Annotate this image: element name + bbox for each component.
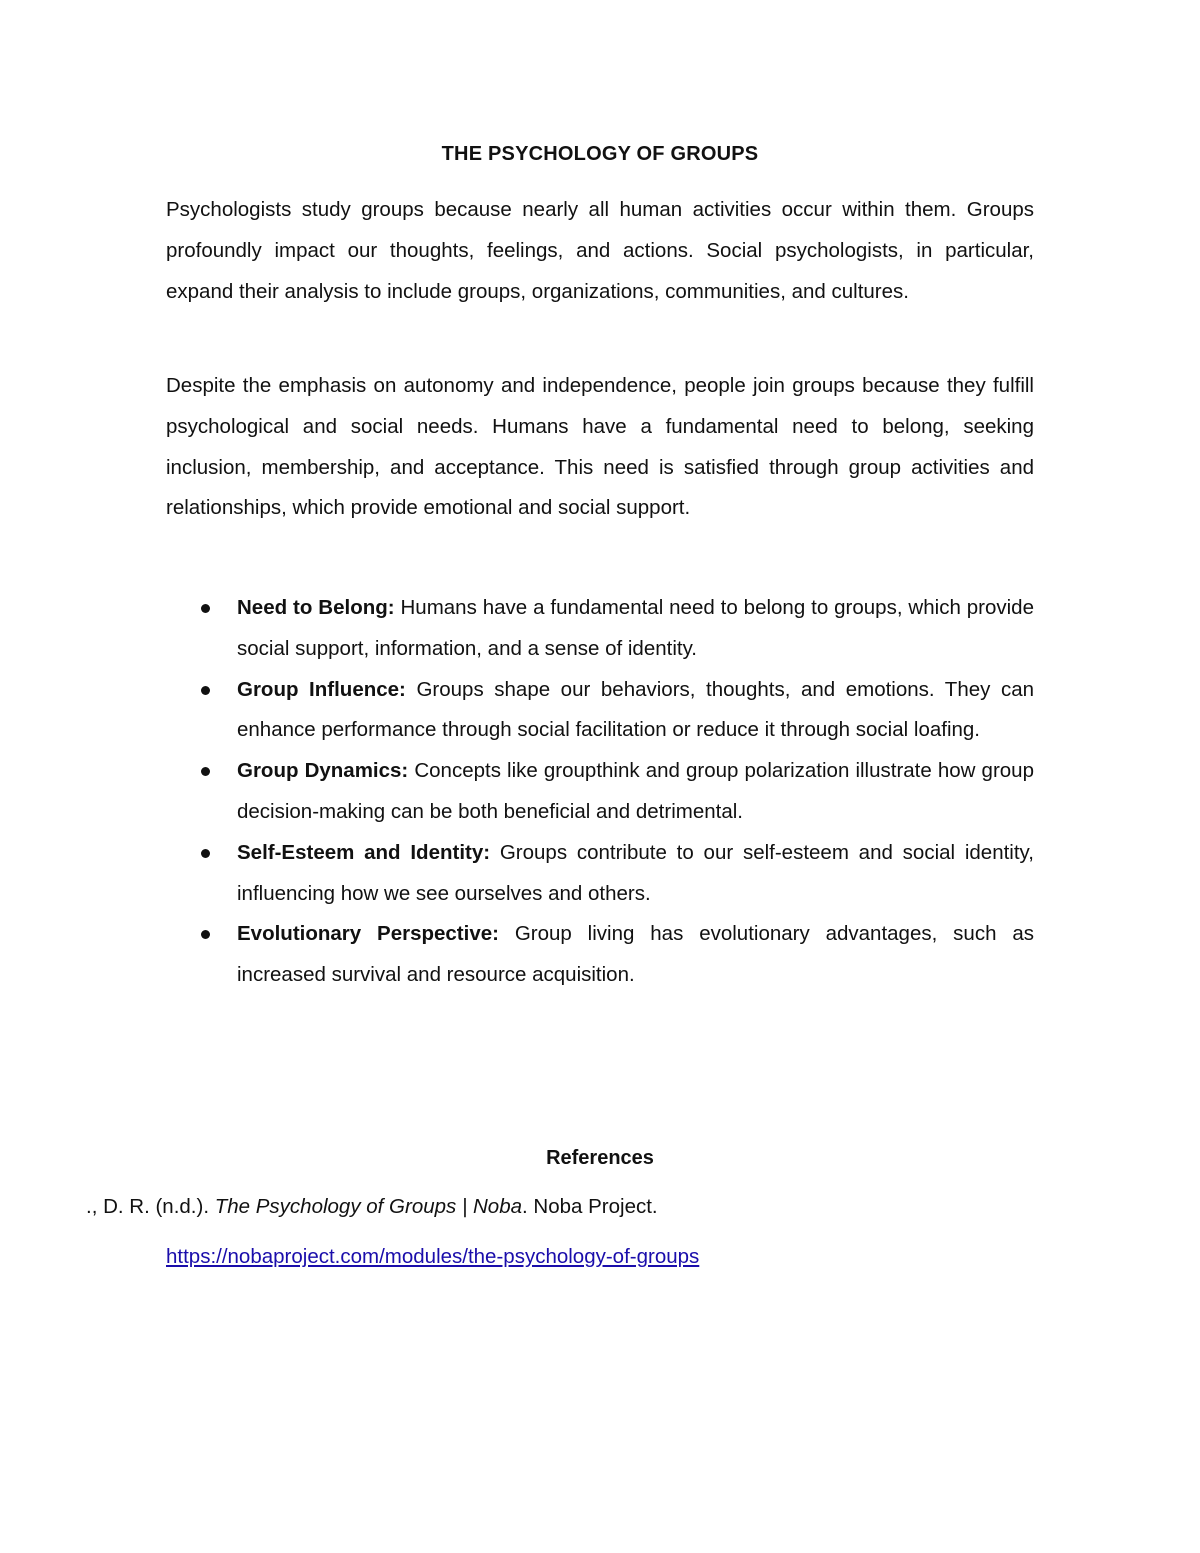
- list-item: [166, 914, 1034, 996]
- bullet-icon: [201, 930, 210, 939]
- bullet-text: Groups contribute to our self-esteem and social identity, influencing how we see ourselves and others.: [237, 840, 1034, 905]
- bullet-text: Group living has evolutionary advantages, such as increased survival and resource acquisition.: [237, 922, 1034, 987]
- bullet-list: [166, 588, 1034, 996]
- reference-suffix: . Noba Project.: [522, 1195, 658, 1218]
- bullet-text: Humans have a fundamental need to belong to groups, which provide social support, information, and a sense of identity.: [237, 596, 1034, 660]
- document-title: THE PSYCHOLOGY OF GROUPS: [441, 143, 759, 165]
- bullet-icon: [201, 767, 210, 776]
- bullet-term: Need to Belong:: [237, 596, 395, 619]
- bullet-text: Concepts like groupthink and group polarization illustrate how group decision-making can be both beneficial and detrimental.: [237, 759, 1034, 823]
- bullet-term: Self-Esteem and Identity:: [237, 840, 491, 864]
- reference-title: The Psychology of Groups | Noba: [214, 1195, 523, 1218]
- references-heading: References: [546, 1147, 654, 1169]
- bullet-term: Evolutionary Perspective:: [237, 922, 499, 946]
- bullet-icon: [201, 686, 210, 695]
- bullet-icon: [201, 849, 210, 858]
- list-item: [166, 833, 1034, 915]
- needs-paragraph: Despite the emphasis on autonomy and independence, people join groups because they fulfill psychological and social needs. Humans have a fundamental need to belong, seeking inclusion, membership, and acceptance. This need is satisfied through group activities and relationships, which provide emotional and social support.: [166, 374, 1034, 520]
- bullet-term: Group Influence:: [237, 677, 406, 701]
- bullet-icon: [201, 604, 210, 613]
- list-item: [166, 588, 1034, 670]
- bullet-term: Group Dynamics:: [237, 759, 409, 783]
- list-item: [166, 670, 1034, 752]
- list-item: [166, 751, 1034, 833]
- reference-prefix: ., D. R. (n.d.).: [86, 1195, 215, 1218]
- reference-entry: [86, 1192, 658, 1222]
- intro-paragraph: Psychologists study groups because nearly all human activities occur within them. Groups profoundly impact our thoughts, feelings, and actions. Social psychologists, in particular, expand their analysis to include groups, organizations, communities, and cultures.: [166, 198, 1034, 303]
- bullet-text: Groups shape our behaviors, thoughts, and emotions. They can enhance performance through social facilitation or reduce it through social loafing.: [237, 677, 1035, 742]
- reference-link[interactable]: https://nobaproject.com/modules/the-psychology-of-groups: [166, 1245, 700, 1268]
